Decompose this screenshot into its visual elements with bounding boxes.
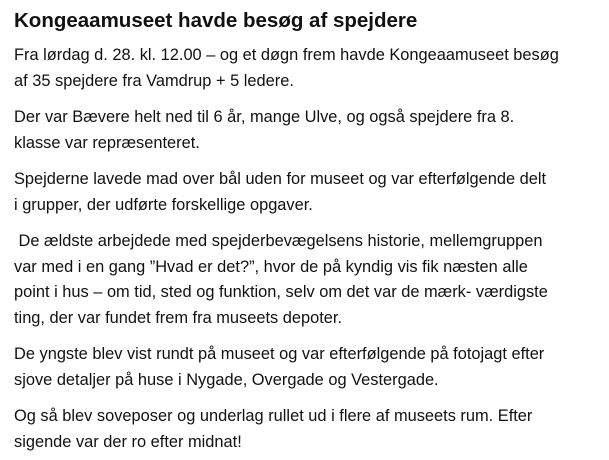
paragraph-4 xyxy=(14,229,609,331)
paragraph-3 xyxy=(14,167,609,218)
paragraph-1 xyxy=(14,43,609,94)
paragraph-line: De yngste blev vist rundt på museet og var efterfølgende på fotojagt efter xyxy=(14,345,545,363)
paragraph-line: var med i en gang ”Hvad er det?”, hvor de på kyndig vis fik næsten alle xyxy=(14,257,528,276)
paragraph-line: sigende var der ro efter midnat! xyxy=(14,432,242,451)
paragraph-line: af 35 spejdere fra Vamdrup + 5 ledere. xyxy=(14,71,294,90)
paragraph-line: klasse var repræsenteret. xyxy=(14,133,200,152)
paragraph-line: Og så blev soveposer og underlag rullet ud i flere af museets rum. Efter xyxy=(14,407,533,425)
paragraph-2 xyxy=(14,105,609,156)
paragraph-6 xyxy=(14,404,609,455)
paragraph-line: ting, der var fundet frem fra museets depoter. xyxy=(14,308,342,327)
paragraph-5 xyxy=(14,342,609,393)
paragraph-line: Spejderne lavede mad over bål uden for museet og var efterfølgende delt xyxy=(14,170,547,188)
paragraph-line: i grupper, der udførte forskellige opgaver. xyxy=(14,195,313,214)
paragraph-line: Der var Bævere helt ned til 6 år, mange Ulve, og også spejdere fra 8. xyxy=(14,108,515,126)
paragraph-line: De ældste arbejdede med spejderbevægelsens historie, mellemgruppen xyxy=(14,232,543,250)
paragraph-line: Fra lørdag d. 28. kl. 12.00 – og et døgn frem havde Kongeaamuseet besøg xyxy=(14,46,559,64)
paragraph-line: point i hus – om tid, sted og funktion, selv om det var de mærk- værdigste xyxy=(14,283,548,301)
page-title: Kongeaamuseet havde besøg af spejdere xyxy=(14,9,418,32)
paragraph-line: sjove detaljer på huse i Nygade, Overgade og Vestergade. xyxy=(14,370,439,389)
